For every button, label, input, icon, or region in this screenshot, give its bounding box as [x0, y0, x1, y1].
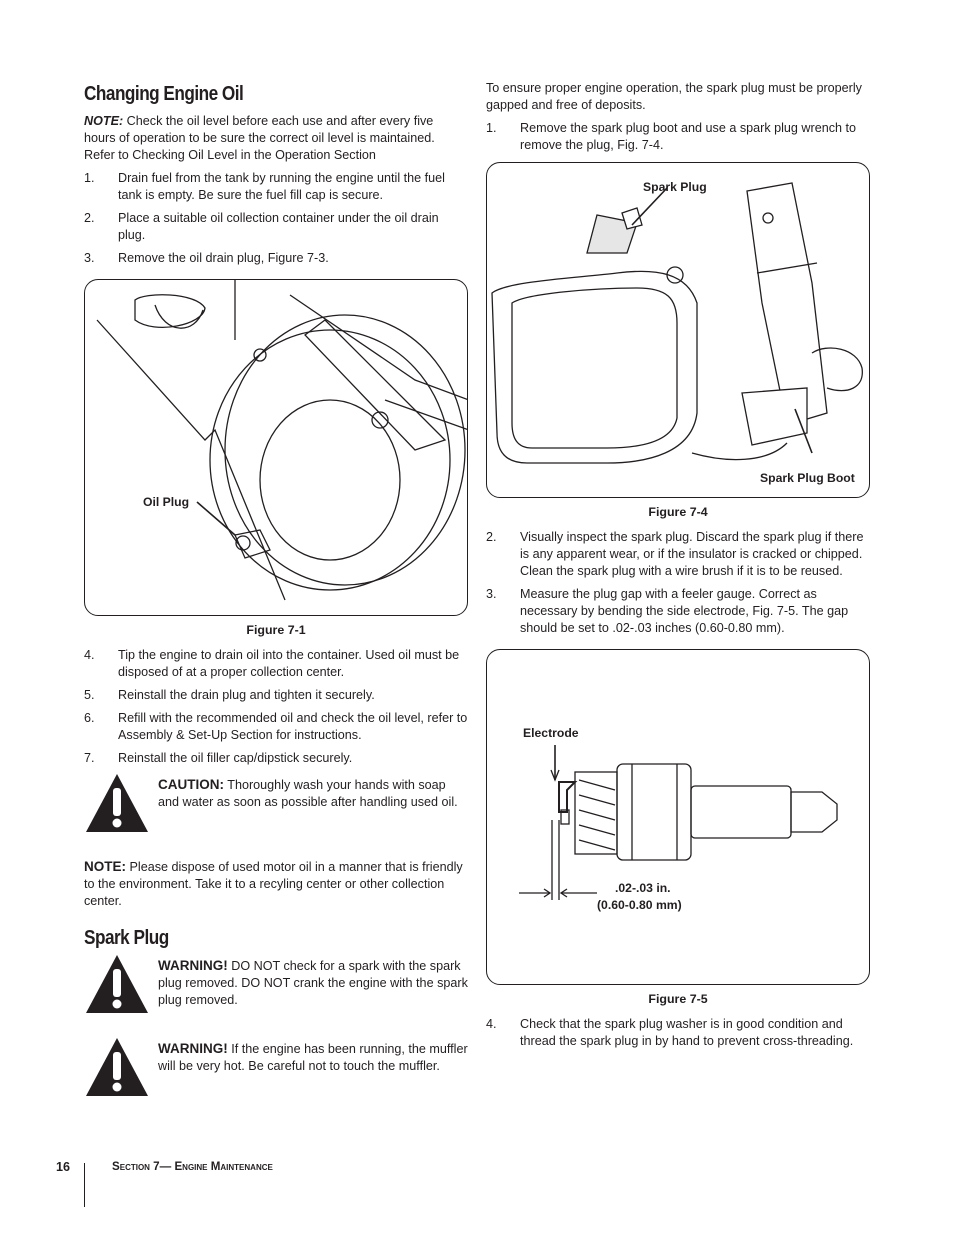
list-item [486, 1016, 870, 1050]
list-item [486, 120, 870, 154]
step-text: Measure the plug gap with a feeler gauge. Correct as necessary by bending the side electrode, Fig. 7-5. The gap should be set to .02-.03 inches (0.60-0.80 mm). [520, 587, 849, 635]
step-text: Check that the spark plug washer is in good condition and thread the spark plug in by hand to prevent cross-threading. [520, 1017, 854, 1048]
step-text: Visually inspect the spark plug. Discard the spark plug if there is any apparent wear, or if the insulator is cracked or chipped. Clean the spark plug with a wire brush if it is to be reused. [520, 530, 864, 578]
step-number: 3. [486, 587, 497, 601]
right-column [486, 80, 870, 1050]
footer-section-title: Section 7— Engine Maintenance [112, 1160, 273, 1173]
caution-text: Thoroughly wash your hands with soap and water as soon as possible after handling used oil. [158, 778, 458, 809]
list-item [84, 250, 468, 267]
figure-7-5 [486, 649, 870, 985]
note-text: Check the oil level before each use and after every five hours of operation to be sure the correct oil level is maintained. Refer to Checking Oil Level in the Operation Section [84, 114, 435, 162]
warning-triangle-icon [84, 772, 150, 834]
step-text: Refill with the recommended oil and check the oil level, refer to Assembly & Set-Up Section for instructions. [118, 711, 468, 742]
note-lead: NOTE: [84, 859, 126, 874]
figure-7-4-caption: Figure 7-4 [648, 505, 708, 519]
caution-block [84, 776, 468, 840]
page-number: 16 [56, 1160, 71, 1174]
step-text: Drain fuel from the tank by running the engine until the fuel tank is empty. Be sure the fuel fill cap is secure. [118, 171, 445, 202]
list-item [486, 529, 870, 580]
warning-lead: WARNING! [158, 958, 228, 973]
step-number: 1. [486, 121, 497, 135]
step-number: 4. [486, 1017, 497, 1031]
spark-plug-intro: To ensure proper engine operation, the spark plug must be properly gapped and free of deposits. [486, 81, 862, 112]
note-lead: NOTE: [84, 114, 124, 128]
disposal-note [84, 858, 468, 910]
figure-7-5-caption: Figure 7-5 [648, 992, 708, 1006]
gap-spec-mm: (0.60-0.80 mm) [597, 898, 682, 912]
callout-oil-plug: Oil Plug [143, 495, 190, 509]
step-text: Remove the spark plug boot and use a spark plug wrench to remove the plug, Fig. 7-4. [520, 121, 857, 152]
section-title-changing-engine-oil: Changing Engine Oil [84, 83, 244, 105]
oil-steps-1-3 [84, 170, 468, 267]
step-number: 6. [84, 711, 95, 725]
spark-steps-2-3 [486, 529, 870, 637]
warning-triangle-icon [84, 1036, 150, 1098]
warning-text: If the engine has been running, the muffler will be very hot. Be careful not to touch the muffler. [158, 1042, 468, 1073]
list-item [84, 750, 468, 767]
list-item [84, 210, 468, 244]
oil-check-note [84, 113, 468, 164]
list-item [84, 170, 468, 204]
step-text: Reinstall the oil filler cap/dipstick securely. [118, 751, 353, 765]
step-text: Tip the engine to drain oil into the container. Used oil must be disposed of at a proper collection center. [118, 648, 460, 679]
warning-text: DO NOT check for a spark with the spark plug removed. DO NOT crank the engine with the spark plug removed. [158, 959, 468, 1007]
callout-spark-plug-boot: Spark Plug Boot [760, 471, 855, 485]
spark-plug-gap-illustration [487, 650, 870, 984]
figure-7-1-caption: Figure 7-1 [246, 623, 306, 637]
warning-block-muffler [84, 1040, 468, 1104]
gap-spec-inches: .02-.03 in. [615, 881, 671, 895]
warning-triangle-icon [84, 953, 150, 1015]
figure-7-1 [84, 279, 468, 616]
section-title-spark-plug: Spark Plug [84, 927, 169, 949]
step-text: Place a suitable oil collection container under the oil drain plug. [118, 211, 439, 242]
step-text: Remove the oil drain plug, Figure 7-3. [118, 251, 329, 265]
caution-lead: CAUTION: [158, 777, 224, 792]
step-number: 7. [84, 751, 95, 765]
callout-electrode: Electrode [523, 726, 579, 740]
left-column [84, 82, 468, 1104]
step-number: 4. [84, 648, 95, 662]
step-number: 3. [84, 251, 95, 265]
list-item [486, 586, 870, 637]
step-text: Reinstall the drain plug and tighten it securely. [118, 688, 375, 702]
step-number: 5. [84, 688, 95, 702]
spark-step-1 [486, 120, 870, 154]
engine-oil-plug-illustration [85, 280, 468, 615]
oil-steps-4-7 [84, 647, 468, 767]
figure-7-4 [486, 162, 870, 498]
spark-step-4 [486, 1016, 870, 1050]
step-number: 2. [84, 211, 95, 225]
spark-plug-removal-illustration [487, 163, 870, 497]
step-number: 1. [84, 171, 95, 185]
footer-divider [84, 1163, 85, 1207]
warning-lead: WARNING! [158, 1041, 228, 1056]
list-item [84, 647, 468, 681]
list-item [84, 710, 468, 744]
warning-block-spark [84, 957, 468, 1031]
step-number: 2. [486, 530, 497, 544]
callout-spark-plug: Spark Plug [643, 180, 707, 194]
note-text: Please dispose of used motor oil in a manner that is friendly to the environment. Take it to a recyling center or other collection center. [84, 860, 463, 908]
list-item [84, 687, 468, 704]
